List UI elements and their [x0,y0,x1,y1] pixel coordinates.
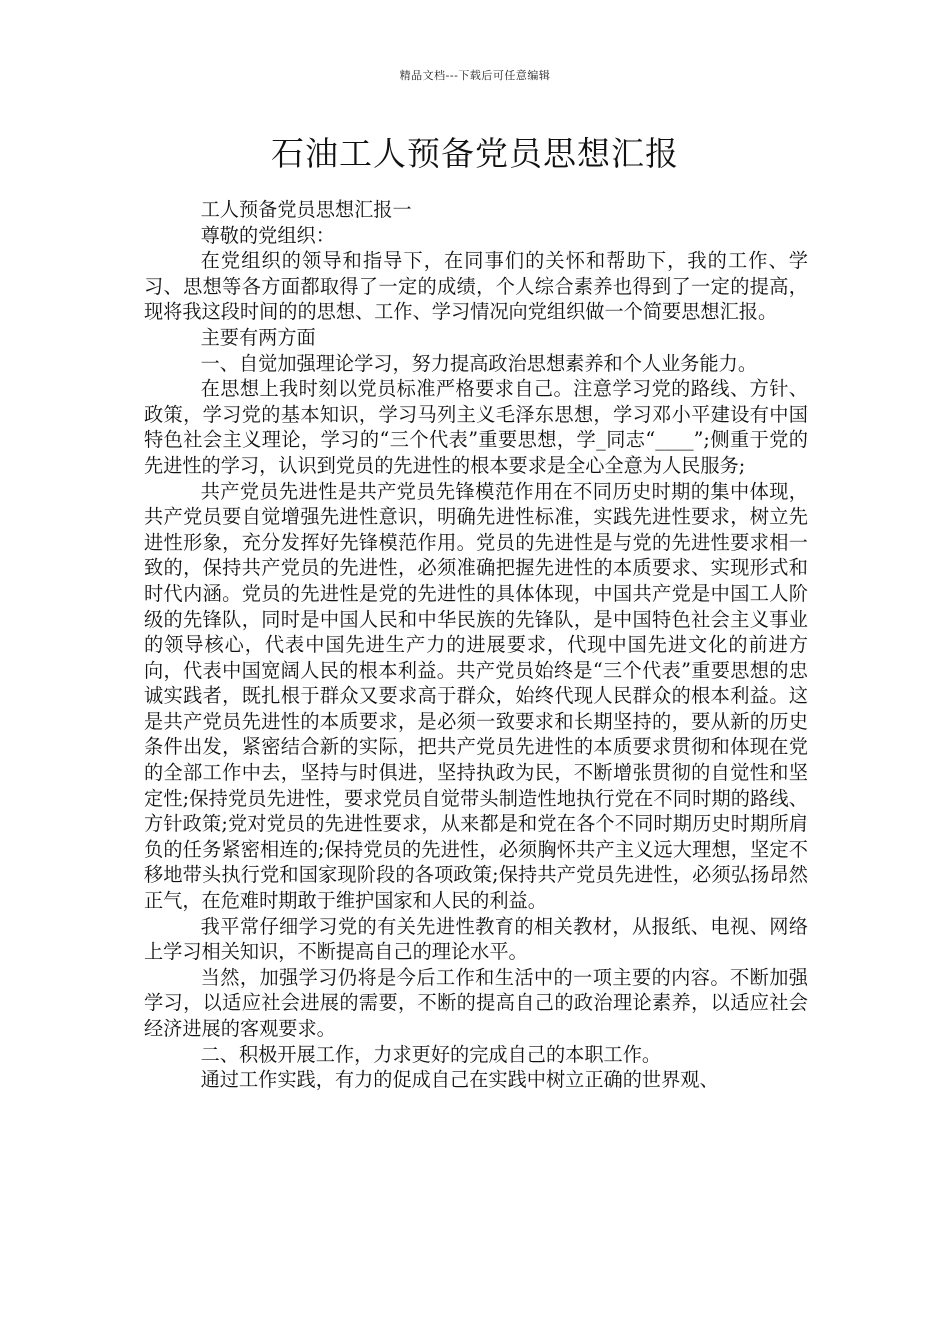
paragraph: 在思想上我时刻以党员标准严格要求自己。注意学习党的路线、方针、政策，学习党的基本知识，学习马列主义毛泽东思想，学习邓小平建设有中国特色社会主义理论，学习的“三个代表”重要思想，学_同志“____”;侧重于党的先进性的学习，认识到党员的先进性的根本要求是全心全意为人民服务; [144,377,808,477]
paragraph: 主要有两方面 [200,325,316,349]
paragraph: 一、自觉加强理论学习，努力提高政治思想素养和个人业务能力。 [200,351,758,375]
paragraph: 工人预备党员思想汇报一 [200,198,412,221]
paragraph: 尊敬的党组织： [200,223,335,247]
header-note: 精品文档---下载后可任意编辑 [399,69,551,82]
paragraph: 共产党员先进性是共产党员先锋模范作用在不同历史时期的集中体现，共产党员要自觉增强先进性意识，明确先进性标准，实践先进性要求，树立先进性形象，充分发挥好先锋模范作用。党员的先进性是与党的先进性要求相一致的，保持共产党员的先进性，必须准确把握先进性的本质要求、实现形式和时代内涵。党员的先进性是党的先进性的具体体现，中国共产党是中国工人阶级的先锋队，同时是中国人民和中华民族的先锋队，是中国特色社会主义事业的领导核心，代表中国先进生产力的进展要求，代现中国先进文化的前进方向，代表中国宽阔人民的根本利益。共产党员始终是“三个代表”重要思想的忠诚实践者，既扎根于群众又要求高于群众，始终代现人民群众的根本利益。这是共产党员先进性的本质要求，是必须一致要求和长期坚持的，要从新的历史条件出发，紧密结合新的实际，把共产党员先进性的本质要求贯彻和体现在党的全部工作中去，坚持与时俱进，坚持执政为民，不断增张贯彻的自觉性和坚定性;保持党员先进性，要求党员自觉带头制造性地执行党在不同时期的路线、方针政策;党对党员的先进性要求，从来都是和党在各个不同时期历史时期所肩负的任务紧密相连的;保持党员的先进性，必须胸怀共产主义远大理想，坚定不移地带头执行党和国家现阶段的各项政策;保持共产党员先进性，必须弘扬昂然正气，在危难时期敢于维护国家和人民的利益。 [144,479,808,913]
paragraph: 在党组织的领导和指导下，在同事们的关怀和帮助下，我的工作、学习、思想等各方面都取得了一定的成绩，个人综合素养也得到了一定的提高，现将我这段时间的的思想、工作、学习情况向党组织做一个简要思想汇报。 [144,249,808,324]
paragraph: 二、积极开展工作，力求更好的完成自己的本职工作。 [200,1042,662,1066]
paragraph: 通过工作实践，有力的促成自己在实践中树立正确的世界观、 [200,1068,719,1092]
document-body [144,197,808,1093]
paragraph: 我平常仔细学习党的有关先进性教育的相关教材，从报纸、电视、网络上学习相关知识，不断提高自己的理论水平。 [144,914,808,964]
document-title: 石油工人预备党员思想汇报 [271,134,679,173]
paragraph: 当然，加强学习仍将是今后工作和生活中的一项主要的内容。不断加强学习，以适应社会进展的需要，不断的提高自己的政治理论素养，以适应社会经济进展的客观要求。 [144,965,808,1040]
